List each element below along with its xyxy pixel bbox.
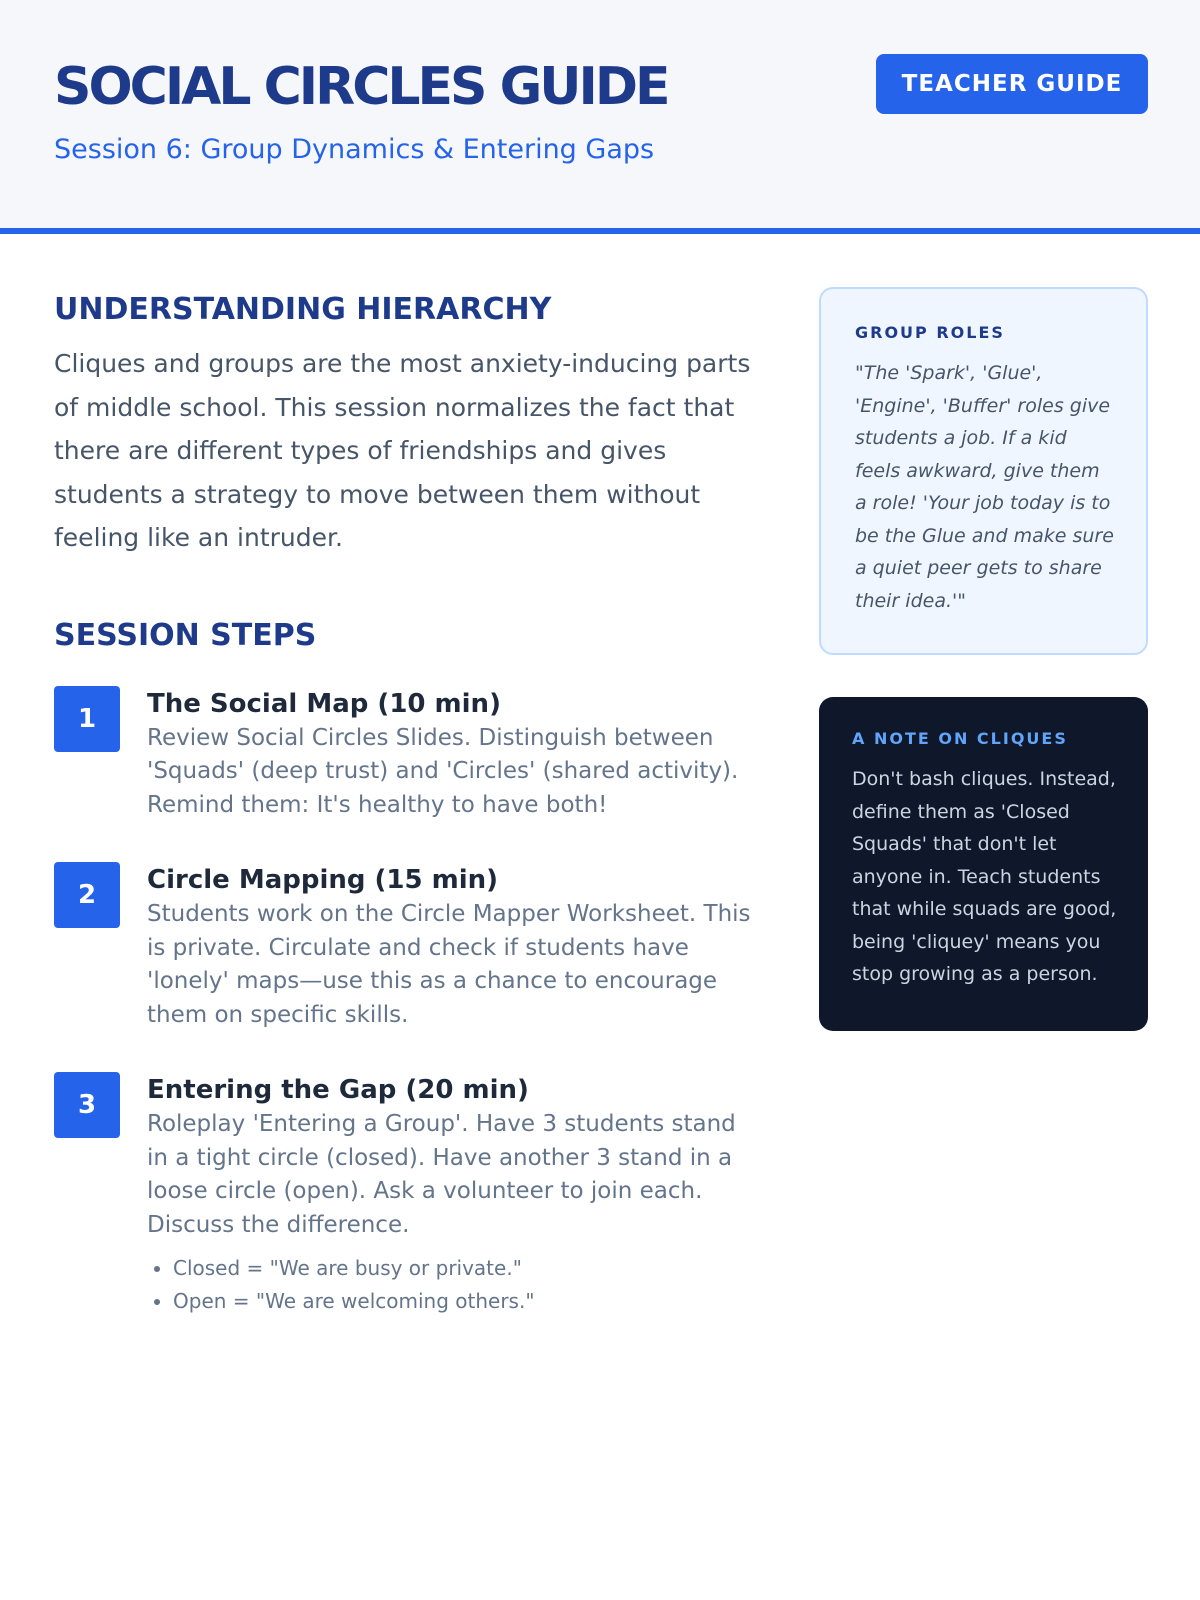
step-number-badge: 3 [54, 1072, 120, 1138]
step-description: Review Social Circles Slides. Distinguish between 'Squads' (deep trust) and 'Circles' (shared activity). Remind them: It's healthy to have both! [147, 724, 739, 818]
steps-list [54, 686, 764, 1319]
step-bullet-list [147, 1252, 764, 1318]
step-title: Circle Mapping (15 min) [147, 865, 499, 895]
page-header [0, 0, 1200, 234]
step-description: Students work on the Circle Mapper Worksheet. This is private. Circulate and check if students have 'lonely' maps—use this as a chance to encourage them on specific skills. [147, 901, 751, 1028]
cliques-note-label: A NOTE ON CLIQUES [852, 729, 1068, 748]
group-roles-quote: "The 'Spark', 'Glue', 'Engine', 'Buffer' roles give students a job. If a kid feels awkward, give them a role! 'Your job today is to be the Glue and make sure a quiet peer gets to share their idea.'" [855, 362, 1114, 612]
step-number-badge: 2 [54, 862, 120, 928]
hierarchy-heading: UNDERSTANDING HIERARCHY [54, 292, 552, 327]
group-roles-card [819, 287, 1148, 655]
step-item [54, 862, 764, 1032]
group-roles-label: GROUP ROLES [855, 323, 1005, 342]
hierarchy-paragraph: Cliques and groups are the most anxiety-inducing parts of middle school. This session normalizes the fact that there are different types of friendships and gives students a strategy to move between them without feeling like an intruder. [54, 349, 751, 552]
teacher-guide-badge: TEACHER GUIDE [876, 54, 1148, 114]
step-description: Roleplay 'Entering a Group'. Have 3 students stand in a tight circle (closed). Have another 3 stand in a loose circle (open). Ask a volunteer to join each. Discuss the difference. [147, 1111, 736, 1238]
step-number-badge: 1 [54, 686, 120, 752]
step-body [147, 686, 764, 823]
step-title: The Social Map (10 min) [147, 688, 501, 719]
step-title: Entering the Gap (20 min) [147, 1075, 529, 1105]
sidebar [819, 287, 1148, 1031]
step-item [54, 686, 764, 823]
cliques-note-card [819, 697, 1148, 1031]
step-body [147, 1072, 764, 1318]
cliques-note-text: Don't bash cliques. Instead, define them as 'Closed Squads' that don't let anyone in. Teach students that while squads are good, being 'cliquey' means you stop growing as a person. [852, 768, 1117, 985]
bullet-item: • Open = "We are welcoming others." [173, 1285, 764, 1318]
session-steps-heading: SESSION STEPS [54, 617, 317, 653]
page-title: SOCIAL CIRCLES GUIDE [54, 57, 668, 117]
main-content [54, 286, 764, 1358]
page-subtitle: Session 6: Group Dynamics & Entering Gaps [54, 134, 655, 165]
bullet-item: • Closed = "We are busy or private." [173, 1252, 764, 1285]
step-item [54, 1072, 764, 1318]
step-body [147, 862, 764, 1032]
